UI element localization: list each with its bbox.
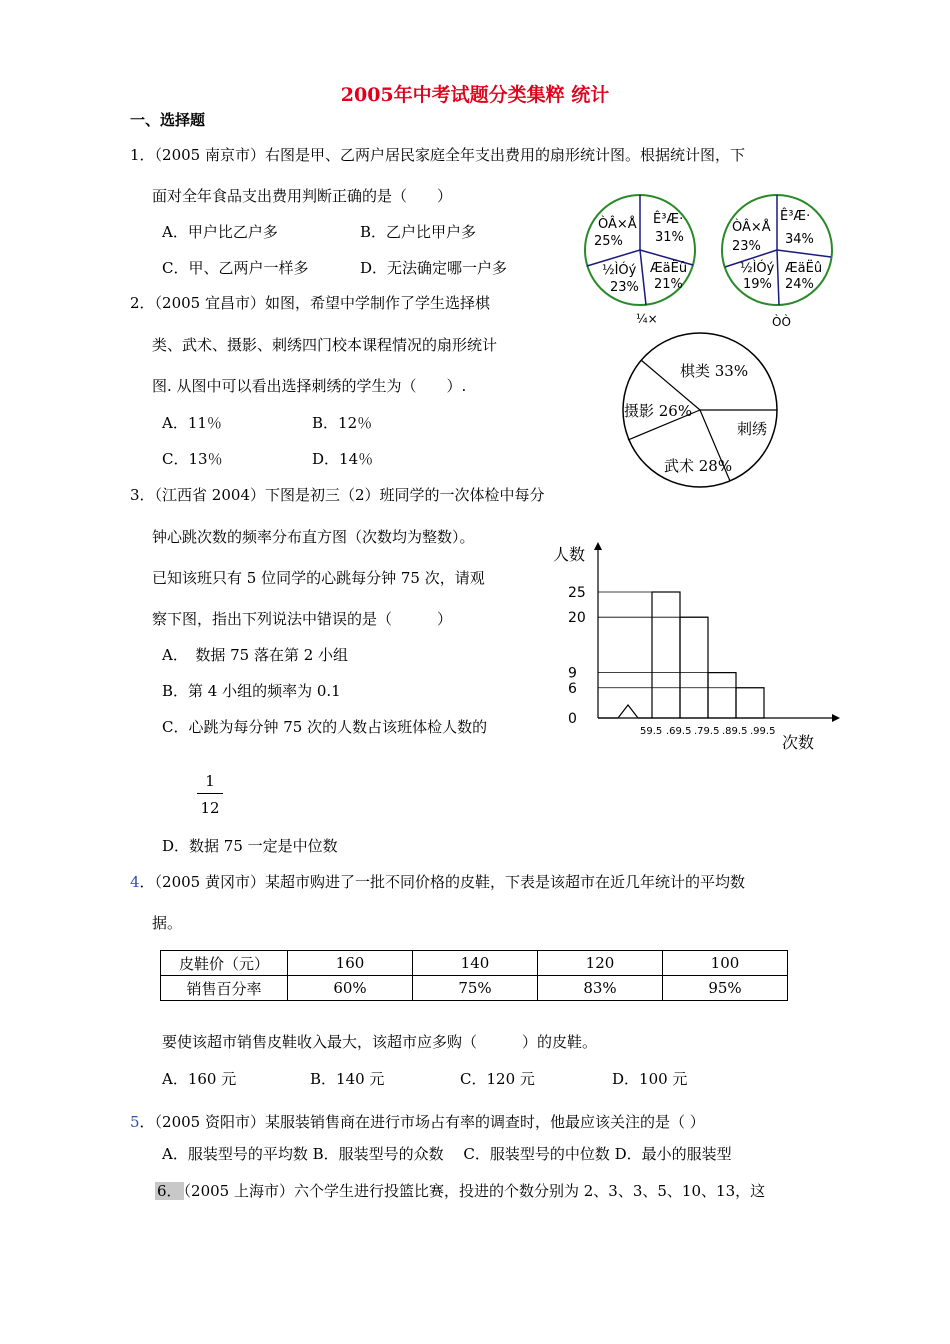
pie-jia-label: ½ÌÓý <box>602 263 637 278</box>
pie-jia-value: 23% <box>610 280 639 295</box>
q3-option-b: B．第 4 小组的频率为 0.1 <box>162 682 341 700</box>
table-cell: 120 <box>538 951 663 976</box>
q1-line1: 1．（2005 南京市）右图是甲、乙两户居民家庭全年支出费用的扇形统计图。根据统计图，下 <box>130 146 745 164</box>
pie-jia-value: 25% <box>594 234 623 249</box>
q5-options: A．服装型号的平均数 B．服装型号的众数 C．服装型号的中位数 D．最小的服装型 <box>162 1145 732 1163</box>
q2-option-c: C．13％ <box>162 450 223 468</box>
q3-line2: 钟心跳次数的频率分布直方图（次数均为整数）。 <box>152 528 475 546</box>
q2-pie-chart <box>610 330 790 490</box>
histogram-bar <box>652 592 680 718</box>
pie-jia-value: 31% <box>655 230 684 245</box>
pie-jia-label: ÒÂ×Å <box>598 217 637 232</box>
q4-line2: 据。 <box>152 914 183 932</box>
pie-jia-label: Ê³Æ· <box>653 212 684 227</box>
q5-number: 5 <box>130 1113 140 1131</box>
q3-line3: 已知该班只有 5 位同学的心跳每分钟 75 次，请观 <box>152 569 485 587</box>
page-title: 2005年中考试题分类集粹 统计 <box>340 84 610 106</box>
course-wushu-label: 武术 28% <box>664 457 733 475</box>
q1-option-a: A．甲户比乙户多 <box>162 223 278 241</box>
x-axis-label: 次数 <box>782 733 815 752</box>
q4-text: ．（2005 黄冈市）某超市购进了一批不同价格的皮鞋，下表是该超市在近几年统计的平均数 <box>139 873 745 891</box>
q4-number: 4 <box>130 873 140 891</box>
x-tick-label: .99.5 <box>750 726 776 737</box>
pie-jia-label: ÆäËû <box>650 261 688 276</box>
q2-option-d: D．14％ <box>312 450 374 468</box>
x-tick-label: .69.5 <box>666 726 692 737</box>
x-tick-label: .79.5 <box>694 726 720 737</box>
course-chess-label: 棋类 33% <box>680 362 749 380</box>
histogram-bar <box>708 673 736 718</box>
q6-number: 6． <box>157 1182 182 1200</box>
y-axis-arrow <box>594 542 602 550</box>
q3-option-c: C．心跳为每分钟 75 次的人数占该班体检人数的 <box>162 718 488 736</box>
y-tick-label: 9 <box>568 665 577 682</box>
pie-yi-label: ½ÌÓý <box>740 261 775 276</box>
table-cell: 160 <box>288 951 413 976</box>
q2-line3: 图. 从图中可以看出选择刺绣的学生为（ ）. <box>152 377 467 395</box>
pie-yi-label: Ê³Æ· <box>780 209 811 224</box>
y-tick-label: 20 <box>568 610 586 627</box>
q3-option-a: A． 数据 75 落在第 2 小组 <box>162 646 349 664</box>
pie-jia <box>585 195 695 326</box>
q2-line2: 类、武术、摄影、刺绣四门校本课程情况的扇形统计 <box>152 336 498 354</box>
histogram-bar <box>680 617 708 718</box>
course-photo-label: 摄影 26% <box>624 402 693 420</box>
q2-option-b: B．12％ <box>312 414 373 432</box>
x-tick-label: 59.5 <box>640 726 663 737</box>
pie-yi <box>722 195 832 329</box>
table-row <box>161 951 788 976</box>
q4-option-d: D．100 元 <box>612 1070 688 1088</box>
q2-line1: 2．（2005 宜昌市）如图，希望中学制作了学生选择棋 <box>130 294 490 312</box>
y-tick-label: 0 <box>568 711 577 727</box>
fraction-denominator: 12 <box>200 799 220 817</box>
pie-yi-value: 19% <box>743 277 772 292</box>
pie-yi-value: 34% <box>785 232 814 247</box>
section-heading: 一、选择题 <box>130 111 206 129</box>
fraction-numerator: 1 <box>205 772 215 790</box>
table-cell: 60% <box>288 976 413 1001</box>
q1-pie-charts <box>580 190 840 335</box>
q4-option-b: B．140 元 <box>310 1070 385 1088</box>
y-axis-label: 人数 <box>553 545 586 564</box>
y-tick-label: 6 <box>568 680 577 697</box>
q3-line1: 3．（江西省 2004）下图是初三（2）班同学的一次体检中每分 <box>130 486 545 504</box>
q6-text: （2005 上海市）六个学生进行投篮比赛，投进的个数分别为 2、3、3、5、10、13，这 <box>183 1182 766 1200</box>
table-cell: 75% <box>413 976 538 1001</box>
q3-line4: 察下图，指出下列说法中错误的是（ ） <box>152 610 453 628</box>
pie-yi-caption: ÒÒ <box>772 315 791 329</box>
x-axis-arrow <box>832 714 840 722</box>
q3-option-d: D．数据 75 一定是中位数 <box>162 837 338 855</box>
q4-question: 要使该超市销售皮鞋收入最大，该超市应多购（ ）的皮鞋。 <box>162 1033 598 1051</box>
pie-yi-value: 24% <box>785 277 814 292</box>
q6-line1 <box>155 1180 765 1201</box>
pie-yi-label: ÒÂ×Å <box>732 220 771 235</box>
table-cell: 95% <box>663 976 788 1001</box>
q5-line1 <box>130 1111 705 1132</box>
shoe-price-table <box>160 950 788 1001</box>
x-tick-label: .89.5 <box>722 726 748 737</box>
table-cell: 140 <box>413 951 538 976</box>
table-row <box>161 976 788 1001</box>
q1-option-c: C．甲、乙两户一样多 <box>162 259 309 277</box>
table-cell: 销售百分率 <box>161 976 288 1001</box>
histogram-bar <box>736 688 764 718</box>
table-cell: 皮鞋价（元） <box>161 951 288 976</box>
pie-jia-value: 21% <box>654 277 683 292</box>
fraction-bar <box>197 793 223 794</box>
table-cell: 100 <box>663 951 788 976</box>
q1-option-b: B．乙户比甲户多 <box>360 223 477 241</box>
q1-line2: 面对全年食品支出费用判断正确的是（ ） <box>152 187 453 205</box>
course-embroidery-label: 刺绣 <box>737 420 768 438</box>
histogram-chart <box>548 538 858 756</box>
pie-jia-caption: ¼× <box>636 312 658 326</box>
q4-line1 <box>130 871 745 892</box>
q5-text: ．（2005 资阳市）某服装销售商在进行市场占有率的调查时，他最应该关注的是（ ） <box>139 1113 705 1131</box>
pie-yi-value: 23% <box>732 239 761 254</box>
q1-option-d: D．无法确定哪一户多 <box>360 259 508 277</box>
pie-yi-label: ÆäËû <box>785 261 823 276</box>
q2-option-a: A．11％ <box>162 414 222 432</box>
table-cell: 83% <box>538 976 663 1001</box>
q4-option-c: C．120 元 <box>460 1070 535 1088</box>
q4-option-a: A．160 元 <box>162 1070 237 1088</box>
axis-break-mark <box>598 705 652 718</box>
y-tick-label: 25 <box>568 585 586 601</box>
